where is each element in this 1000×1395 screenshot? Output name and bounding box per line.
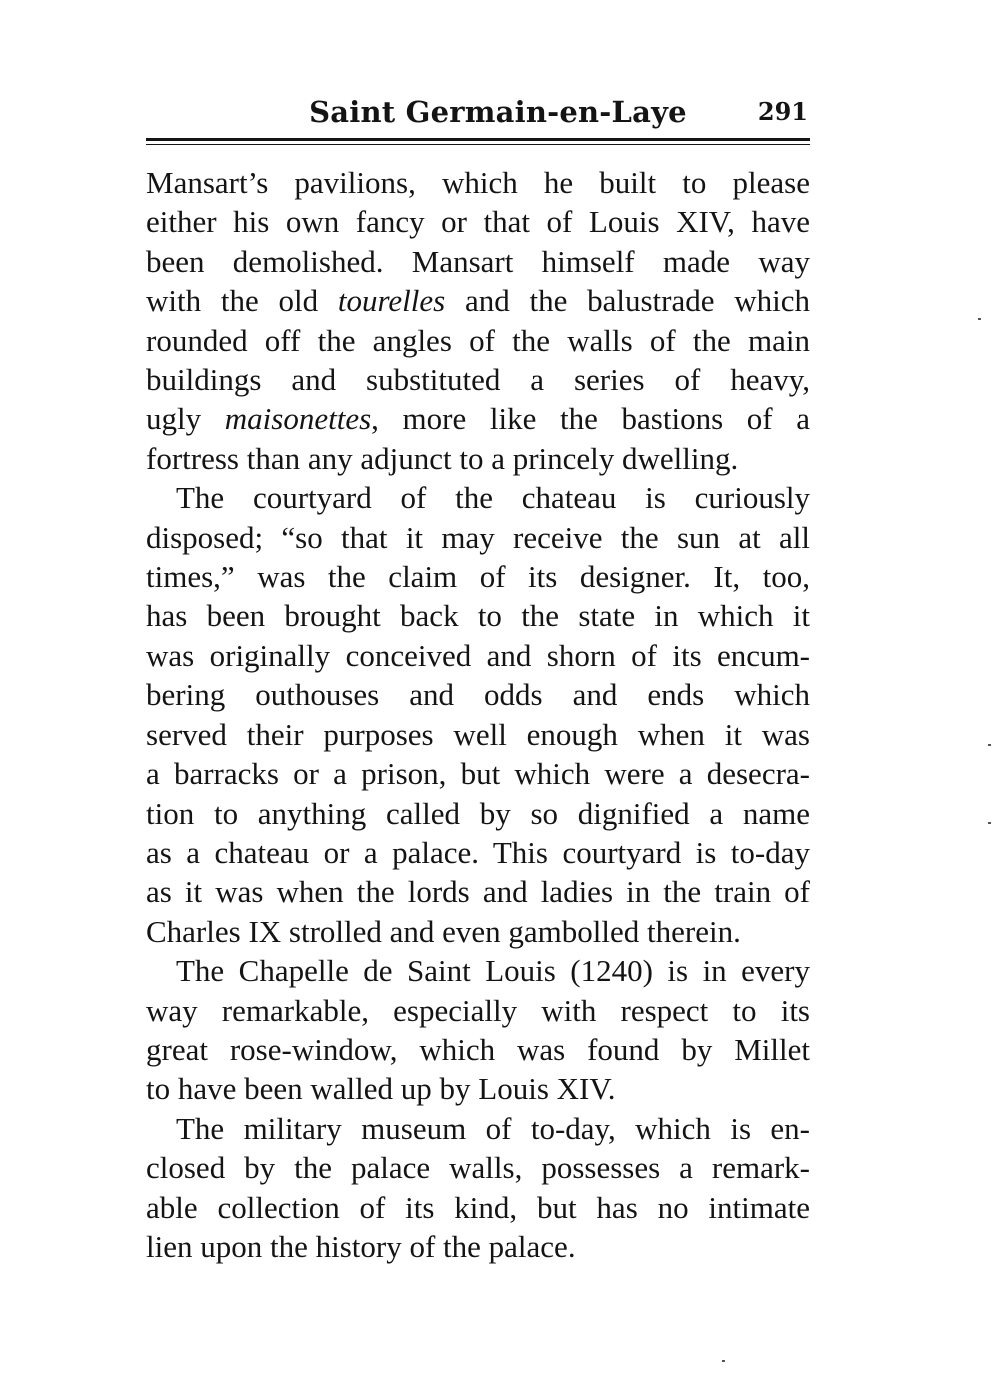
text-line: was originally conceived and shorn of its encum- <box>146 637 810 673</box>
text-line: tion to anything called by so dignified a name <box>146 795 810 831</box>
text-segment: and the balustrade which <box>445 283 810 319</box>
text-line: able collection of its kind, but has no intimate <box>146 1189 810 1225</box>
text-line: The courtyard of the chateau is curiously <box>176 480 810 516</box>
body-text <box>146 163 810 1266</box>
text-line: rounded off the angles of the walls of the main <box>146 322 810 358</box>
text-line: lien upon the history of the palace. <box>146 1228 576 1264</box>
scan-speck <box>988 744 991 746</box>
text-line: Charles IX strolled and even gambolled therein. <box>146 913 741 949</box>
running-head <box>146 92 810 136</box>
header-rule-thin <box>146 144 810 145</box>
text-line: Mansart’s pavilions, which he built to please <box>146 165 810 200</box>
paragraph <box>146 1109 810 1267</box>
text-segment: ugly <box>146 401 225 437</box>
italic-term: maisonettes <box>224 401 372 437</box>
text-line <box>146 281 810 320</box>
text-line: great rose-window, which was found by Millet <box>146 1031 810 1067</box>
text-line: as it was when the lords and ladies in the train of <box>146 874 810 910</box>
scan-speck <box>988 822 991 824</box>
text-line: way remarkable, especially with respect to its <box>146 992 810 1028</box>
header-rule-thick <box>146 138 810 141</box>
italic-term: tourelles <box>337 283 446 319</box>
text-segment: , more like the bastions of a <box>371 401 810 437</box>
page-number: 291 <box>757 97 808 126</box>
text-segment: with the old <box>146 283 338 319</box>
running-title: Saint Germain-en-Laye <box>309 95 687 129</box>
scan-speck <box>978 318 981 320</box>
text-line: The military museum of to-day, which is en- <box>176 1110 810 1146</box>
text-line: to have been walled up by Louis XIV. <box>146 1071 616 1107</box>
paragraph <box>146 163 810 478</box>
paragraph <box>146 951 810 1109</box>
paragraph <box>146 478 810 951</box>
text-line: buildings and substituted a series of heavy, <box>146 362 810 398</box>
scan-speck <box>722 1360 725 1362</box>
text-line: has been brought back to the state in which it <box>146 598 810 634</box>
text-line: been demolished. Mansart himself made way <box>146 243 810 279</box>
text-line: bering outhouses and odds and ends which <box>146 677 810 713</box>
text-line: served their purposes well enough when it was <box>146 716 810 752</box>
text-line: The Chapelle de Saint Louis (1240) is in every <box>176 953 810 989</box>
text-line: fortress than any adjunct to a princely dwelling. <box>146 440 739 476</box>
text-line: a barracks or a prison, but which were a desecra- <box>146 756 810 792</box>
text-line: either his own fancy or that of Louis XIV, have <box>146 204 810 240</box>
text-line: as a chateau or a palace. This courtyard is to-day <box>146 834 810 870</box>
text-line <box>146 399 810 438</box>
text-line: closed by the palace walls, possesses a remark- <box>146 1150 810 1186</box>
text-line: times,” was the claim of its designer. It, too, <box>146 559 810 595</box>
text-line: disposed; “so that it may receive the sun at all <box>146 519 810 555</box>
